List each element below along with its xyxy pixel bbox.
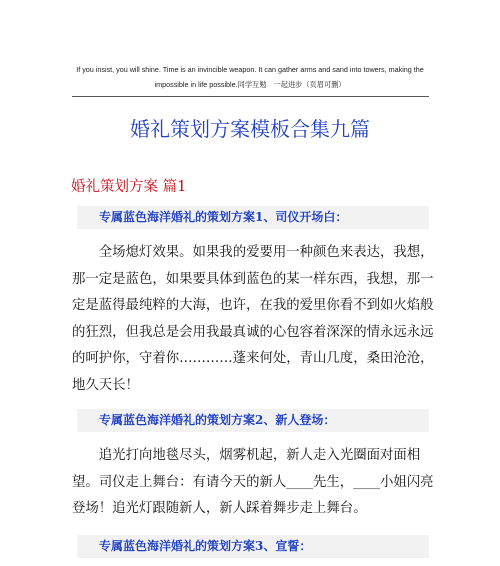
page-header-note [60, 62, 440, 92]
header-note-line-2: impossible in life possible.同学互勉 一起进步（页眉可删） [154, 80, 346, 89]
document-title: 婚礼策划方案模板合集九篇 [130, 117, 370, 141]
subheading-3: 专属蓝色海洋婚礼的策划方案3、宣誓： [77, 535, 429, 558]
paragraph-2: 追光打向地毯尽头，烟雾机起，新人走入光圈面对面相望。司仪走上舞台：有请今天的新人____先生，____小姐闪亮登场！追光灯跟随新人，新人踩着舞步走上舞台。 [72, 448, 434, 516]
header-note-line-1: If you insist, you will shine. Time is an invincible weapon. It can gather arms and sand into towers, making the [76, 65, 424, 74]
section-heading: 婚礼策划方案 篇1 [71, 179, 187, 195]
paragraph-1: 全场熄灯效果。如果我的爱要用一种颜色来表达，我想，那一定是蓝色，如果要具体到蓝色的某一样东西，我想，那一定是蓝得最纯粹的大海，也许，在我的爱里你看不到如火焰般的狂烈，但我总是会用我最真诚的心包容着深深的情永远永远的呵护你，守着你…………蓬来何处，青山几度，桑田沧沧，地久天长！ [72, 245, 434, 393]
subheading-1: 专属蓝色海洋婚礼的策划方案1、司仪开场白： [77, 206, 429, 229]
header-divider [72, 96, 429, 97]
subheading-2: 专属蓝色海洋婚礼的策划方案2、新人登场： [77, 409, 429, 432]
